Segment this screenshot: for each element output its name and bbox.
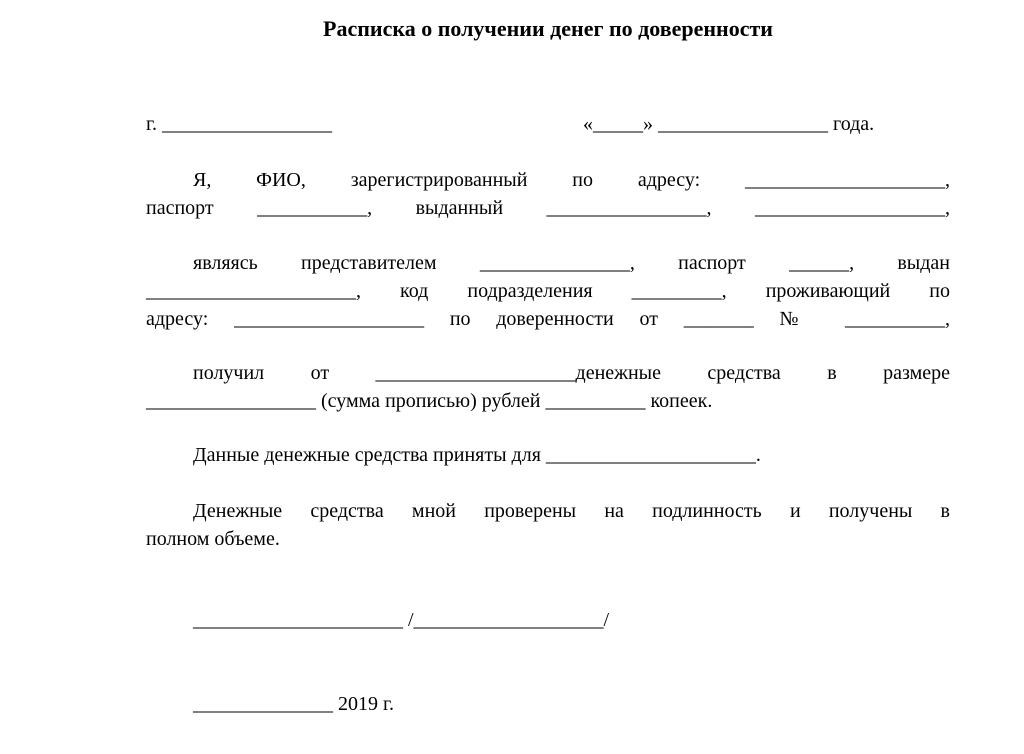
paragraph-2-line-3: адресу: ___________________ по доверенности от _______ № __________, [146,308,950,330]
document-title: Расписка о получении денег по доверенности [323,16,773,41]
date-line: «_____» _________________ года. [583,113,875,135]
paragraph-4-line-1: Данные денежные средства приняты для _____________________. [193,444,761,466]
paragraph-1-line-2: паспорт ___________, выданный ________________, ___________________, [146,197,950,219]
city-line: г. _________________ [146,113,332,135]
signature-line: _____________________ /___________________/ [193,609,610,631]
date-year-line: ______________ 2019 г. [193,693,394,715]
paragraph-2-line-2: _____________________, код подразделения _________, проживающий по [146,280,950,302]
paragraph-3-line-1: получил от ____________________денежные средства в размере [193,362,950,384]
paragraph-5-line-2: полном объеме. [146,528,280,550]
paragraph-2-line-1: являясь представителем _______________, паспорт ______, выдан [193,252,950,274]
paragraph-1-line-1: Я, ФИО, зарегистрированный по адресу: ____________________, [193,169,950,191]
paragraph-5-line-1: Денежные средства мной проверены на подлинность и получены в [193,500,950,522]
paragraph-3-line-2: _________________ (сумма прописью) рублей __________ копеек. [146,390,713,412]
